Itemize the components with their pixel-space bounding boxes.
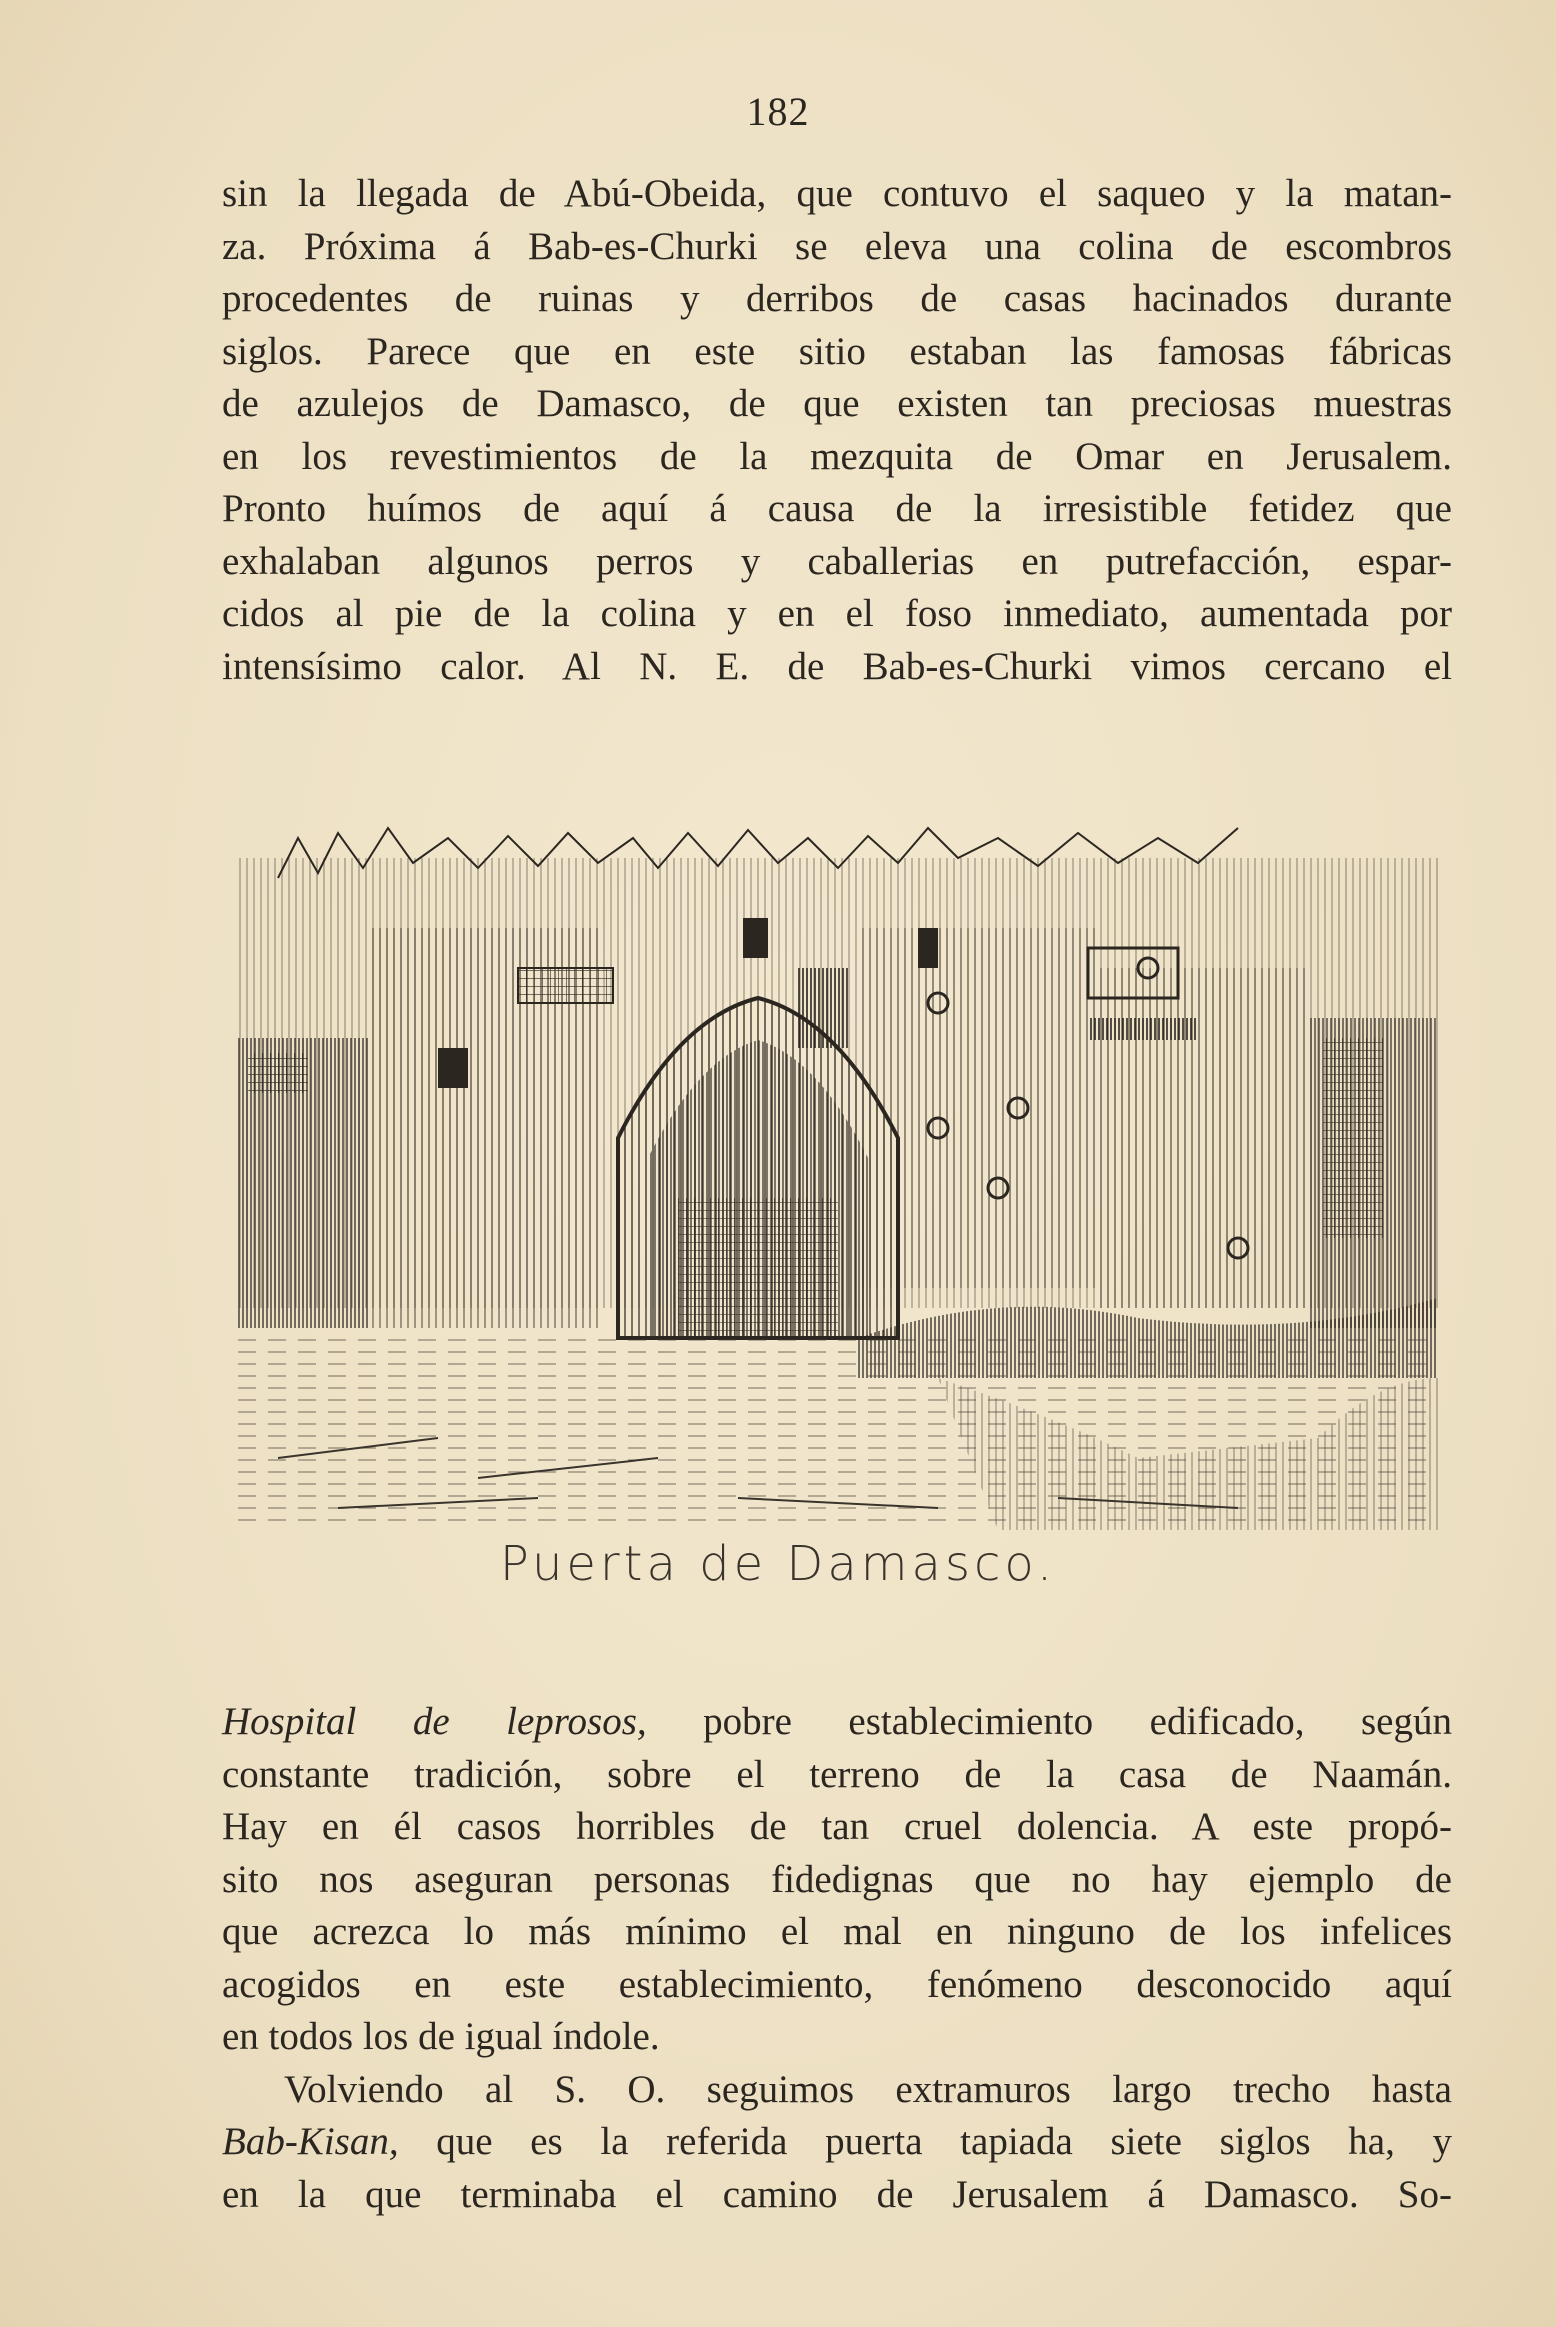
text-line: za. Próxima á Bab-es-Churki se eleva una colina de escombros: [222, 224, 1452, 268]
text-line: [222, 1696, 1452, 1749]
bottom-paragraph: [222, 1696, 1452, 2221]
text-line: en la que terminaba el camino de Jerusalem á Damasco. So-: [222, 2172, 1452, 2216]
text-line: Pronto huímos de aquí á causa de la irresistible fetidez que: [222, 487, 1452, 530]
italic-place-name: Bab-Kisan,: [222, 2120, 399, 2163]
text-line: intensísimo calor. Al N. E. de Bab-es-Churki vimos cercano el: [222, 644, 1452, 688]
text-line: [222, 2116, 1452, 2169]
text-fragment: que es la referida puerta tapiada siete siglos ha, y: [398, 2120, 1452, 2163]
text-line: en los revestimientos de la mezquita de Omar en Jerusalem.: [222, 434, 1452, 478]
illustration-caption: Puerta de Damasco.: [499, 1536, 1057, 1592]
text-line: sito nos aseguran personas fidedignas que no hay ejemplo de: [222, 1857, 1452, 1901]
text-line: de azulejos de Damasco, de que existen tan preciosas muestras: [222, 382, 1452, 425]
text-line: Volviendo al S. O. seguimos extramuros largo trecho hasta: [284, 2067, 1452, 2111]
page-number: 182: [746, 89, 810, 134]
text-line: en todos los de igual índole.: [222, 2015, 660, 2058]
text-line: acogidos en este establecimiento, fenómeno desconocido aquí: [222, 1962, 1452, 2006]
italic-heading: Hospital de leprosos,: [222, 1700, 647, 1743]
text-line: sin la llegada de Abú-Obeida, que contuvo el saqueo y la matan-: [222, 172, 1452, 215]
text-line: exhalaban algunos perros y caballerias en putrefacción, espar-: [222, 539, 1452, 583]
text-line: constante tradición, sobre el terreno de la casa de Naamán.: [222, 1752, 1452, 1796]
text-line: procedentes de ruinas y derribos de casas hacinados durante: [222, 277, 1452, 320]
text-line: cidos al pie de la colina y en el foso inmediato, aumentada por: [222, 592, 1452, 635]
gate-engraving: [238, 818, 1438, 1530]
text-line: siglos. Parece que en este sitio estaban las famosas fábricas: [222, 329, 1452, 373]
text-fragment: pobre establecimiento edificado, según: [646, 1700, 1452, 1743]
text-line: Hay en él casos horribles de tan cruel dolencia. A este propó-: [222, 1805, 1452, 1848]
top-paragraph: [222, 168, 1452, 693]
text-line: que acrezca lo más mínimo el mal en ninguno de los infelices: [222, 1910, 1452, 1953]
